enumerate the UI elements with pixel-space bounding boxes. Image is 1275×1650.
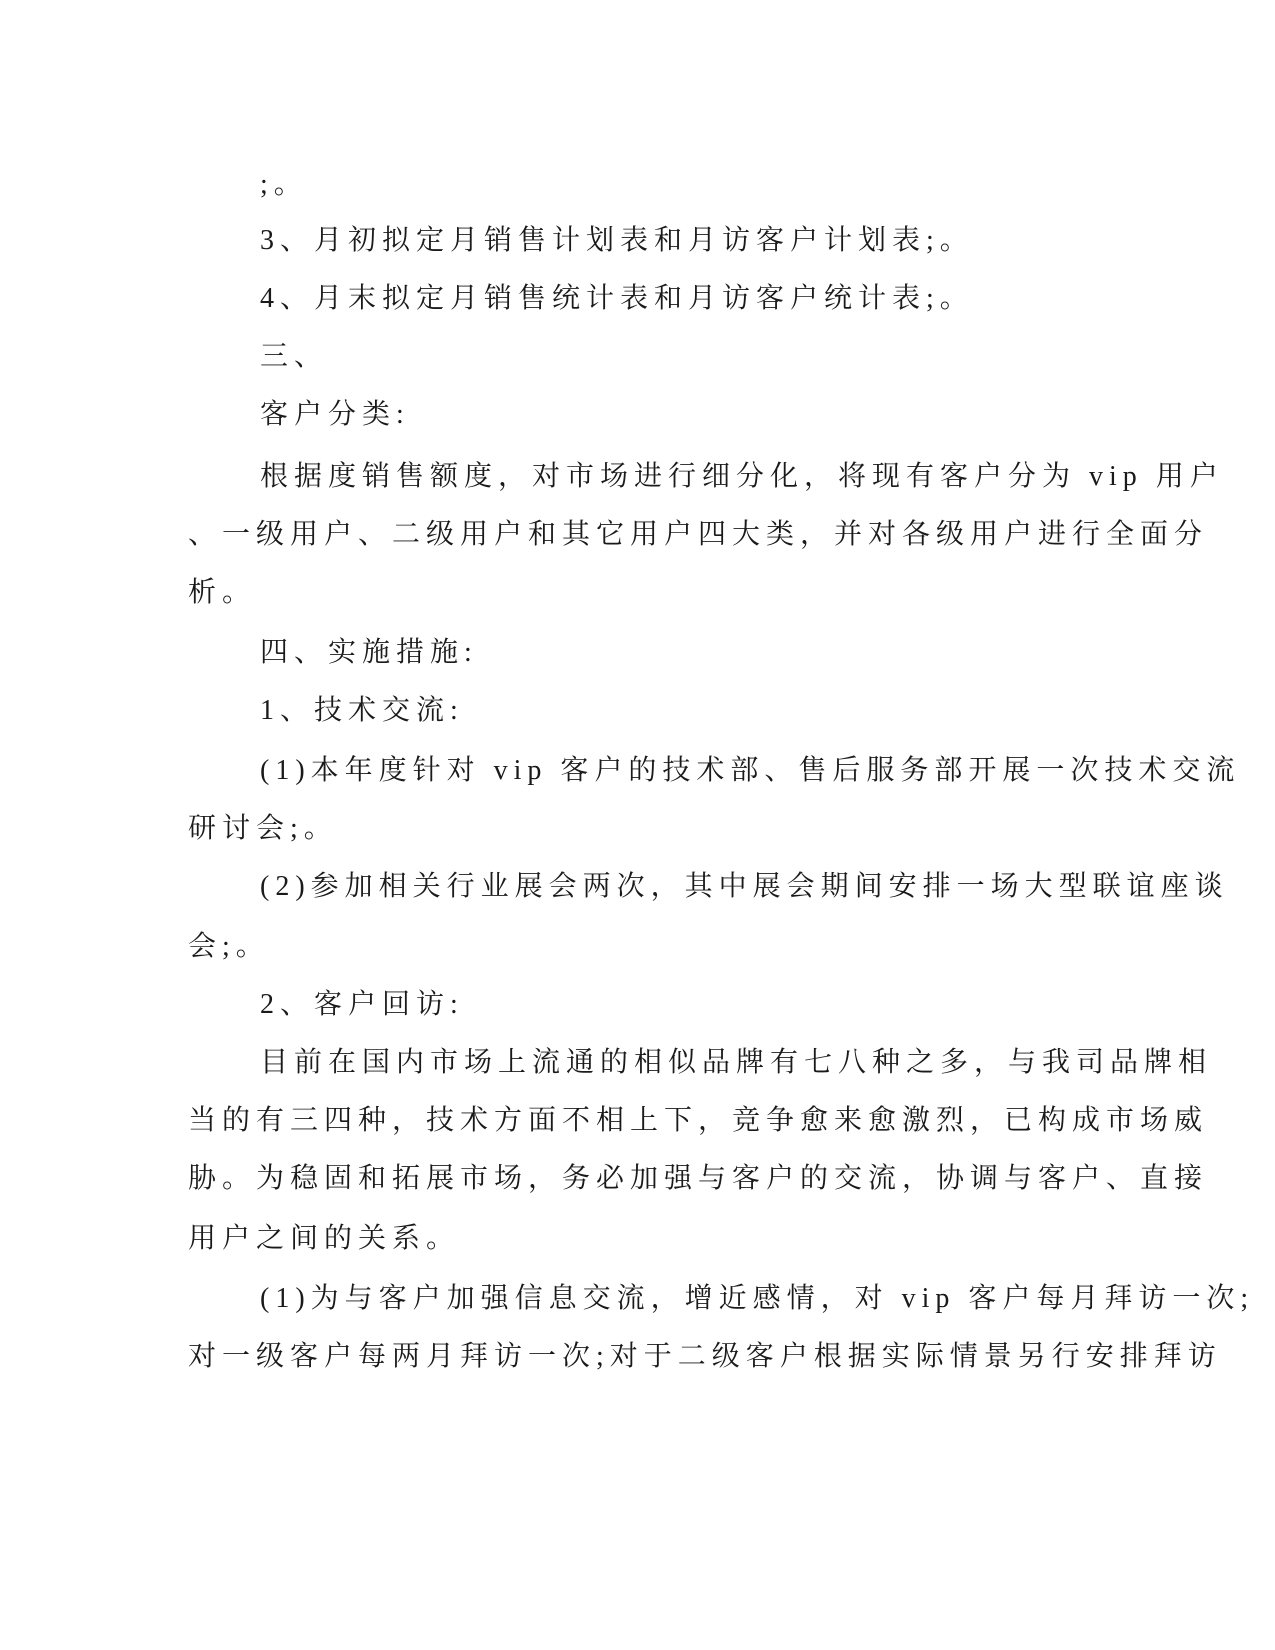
text-line: (1)为与客户加强信息交流，增近感情，对 vip 客户每月拜访一次; <box>260 1283 1255 1314</box>
text-line: 胁。为稳固和拓展市场，务必加强与客户的交流，协调与客户、直接 <box>188 1163 1209 1194</box>
text-line: (1)本年度针对 vip 客户的技术部、售后服务部开展一次技术交流 <box>260 755 1241 786</box>
text-line: 目前在国内市场上流通的相似品牌有七八种之多，与我司品牌相 <box>260 1047 1213 1078</box>
text-line: 研讨会;。 <box>188 813 338 844</box>
text-line: 析。 <box>188 577 257 608</box>
section-heading: 客户分类: <box>260 399 410 430</box>
text-line: 用户之间的关系。 <box>188 1223 461 1254</box>
text-line: 对一级客户每两月拜访一次;对于二级客户根据实际情景另行安排拜访 <box>188 1341 1222 1372</box>
text-line: 当的有三四种，技术方面不相上下，竞争愈来愈激烈，已构成市场威 <box>188 1105 1209 1136</box>
text-line: 4、月末拟定月销售统计表和月访客户统计表;。 <box>260 283 974 314</box>
text-line: 3、月初拟定月销售计划表和月访客户计划表;。 <box>260 225 974 256</box>
text-line: (2)参加相关行业展会两次，其中展会期间安排一场大型联谊座谈 <box>260 871 1229 902</box>
section-heading: 2、客户回访: <box>260 989 464 1020</box>
text-line: ;。 <box>260 169 308 200</box>
text-line: 根据度销售额度，对市场进行细分化，将现有客户分为 vip 用户 <box>260 461 1224 492</box>
section-heading: 三、 <box>260 341 329 372</box>
text-line: 会;。 <box>188 931 270 962</box>
section-heading: 四、实施措施: <box>260 637 478 668</box>
section-heading: 1、技术交流: <box>260 695 464 726</box>
text-line: 、一级用户、二级用户和其它用户四大类，并对各级用户进行全面分 <box>188 519 1209 550</box>
